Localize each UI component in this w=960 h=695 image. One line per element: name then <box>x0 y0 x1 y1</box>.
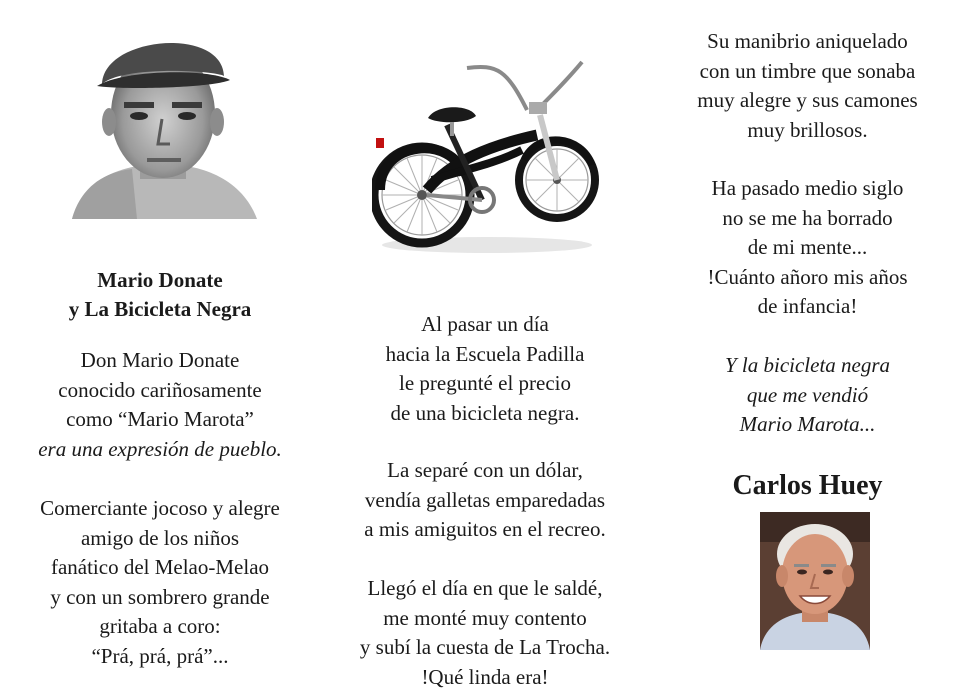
verse-line: Y la bicicleta negra <box>724 353 891 377</box>
left-stanza-1 <box>0 346 320 464</box>
title-line-1: Mario Donate <box>97 268 223 292</box>
verse-line: !Cuánto añoro mis años <box>707 264 908 289</box>
verse-line: gritaba a coro: <box>99 614 221 638</box>
verse-line: Su manibrio aniquelado <box>707 29 908 53</box>
middle-stanza-1 <box>320 310 650 428</box>
title-line-2: y La Bicicleta Negra <box>68 297 252 321</box>
verse-line: de una bicicleta negra. <box>390 400 580 425</box>
verse-line: no se me ha borrado <box>722 205 893 230</box>
mario-donate-photo <box>62 14 262 219</box>
verse-line: como “Mario Marota” <box>66 407 254 431</box>
verse-line: de mi mente... <box>747 235 868 259</box>
verse-line: Ha pasado medio siglo <box>711 176 904 200</box>
verse-line: fanático del Melao-Melao <box>50 555 270 579</box>
verse-line: le pregunté el precio <box>399 371 571 395</box>
verse-line: hacia la Escuela Padilla <box>385 341 585 366</box>
verse-line: que me vendió <box>746 382 869 407</box>
left-stanza-2 <box>0 494 320 671</box>
middle-stanza-2 <box>320 456 650 545</box>
verse-line: Al pasar un día <box>421 312 549 336</box>
right-stanza-1 <box>655 27 960 145</box>
verse-line: era una expresión de pueblo. <box>38 436 282 461</box>
verse-line: amigo de los niños <box>80 525 240 550</box>
carlos-huey-photo <box>760 512 870 650</box>
verse-line: Comerciante jocoso y alegre <box>40 496 280 520</box>
verse-line: !Qué linda era! <box>421 664 549 689</box>
verse-line: Llegó el día en que le saldé, <box>367 576 603 600</box>
verse-line: me monté muy contento <box>383 605 587 630</box>
verse-line: y con un sombrero grande <box>50 584 270 609</box>
verse-line: a mis amiguitos en el recreo. <box>364 517 606 541</box>
right-stanza-3 <box>655 351 960 440</box>
verse-line: La separé con un dólar, <box>387 458 583 482</box>
verse-line: vendía galletas emparedadas <box>364 487 606 512</box>
middle-stanza-3 <box>320 574 650 692</box>
verse-line: Don Mario Donate <box>80 348 240 372</box>
black-bicycle-image <box>372 40 602 270</box>
author-name: Carlos Huey <box>732 470 883 501</box>
right-stanza-2 <box>655 174 960 322</box>
verse-line: Mario Marota... <box>739 412 876 436</box>
verse-line: con un timbre que sonaba <box>699 58 916 83</box>
verse-line: “Prá, prá, prá”... <box>91 643 229 668</box>
verse-line: muy alegre y sus camones <box>697 88 918 112</box>
verse-line: muy brillosos. <box>747 117 868 142</box>
verse-line: conocido cariñosamente <box>58 377 262 402</box>
poem-title <box>10 266 310 324</box>
verse-line: y subí la cuesta de La Trocha. <box>359 635 611 659</box>
verse-line: de infancia! <box>757 294 858 318</box>
